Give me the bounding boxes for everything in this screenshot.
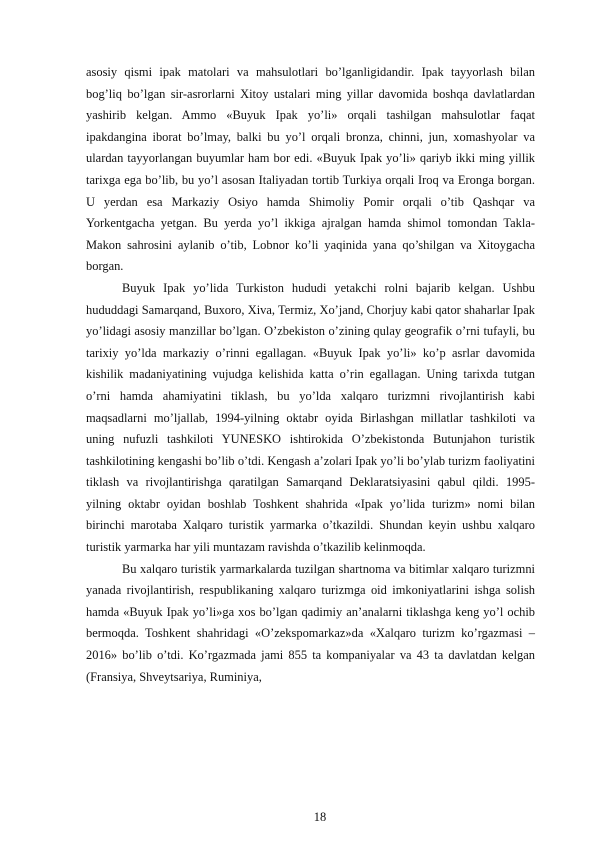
page-number: 18 [313, 810, 327, 824]
paragraph-3: Bu xalqaro turistik yarmarkalarda tuzilgan shartnoma va bitimlar xalqaro turizmni yanada rivojlantirish, respublikaning xalqaro turizmga oid imkoniyatlarini ishga solish hamda «Buyuk Ipak yo’li»ga xos bo’lgan qadimiy an’analarni tiklashga keng yo’l ochib bermoqda. Toshkent shahridagi «O’zekspomarkaz»da «Xalqaro turizm ko’rgazmasi – 2016» bo’lib o’tdi. Ko’rgazmada jami 855 ta kompaniyalar va 43 ta davlatdan kelgan (Fransiya, Shveytsariya, Ruminiya, [86, 561, 535, 684]
body-text [86, 62, 535, 688]
paragraph-1: asosiy qismi ipak matolari va mahsulotlari bo’lganligidandir. Ipak tayyorlash bilan bog’liq bo’lgan sir-asrorlarni Xitoy ustalari ming yillar davomida boshqa davlatlardan yashirib kelgan. Ammo «Buyuk Ipak yo’li» orqali tashilgan mahsulotlar faqat ipakdangina iborat bo’lmay, balki bu yo’l orqali bronza, chinni, jun, xomashyolar va ulardan tayyorlangan buyumlar ham bor edi. «Buyuk Ipak yo’li» qariyb ikki ming yillik tarixga ega bo’lib, bu yo’l asosan Italiyadan tortib Turkiya orqali Iroq va Eronga borgan. U yerdan esa Markaziy Osiyo hamda Shimoliy Pomir orqali o’tib Qashqar va Yorkentgacha yetgan. Bu yerda yo’l ikkiga ajralgan hamda shimol tomondan Takla-Makon sahrosini aylanib o’tib, Lobnor ko’li yaqinida yana qo’shilgan va Xitoygacha borgan. [86, 65, 535, 274]
paragraph-2: Buyuk Ipak yo’lida Turkiston hududi yetakchi rolni bajarib kelgan. Ushbu hududdagi Samarqand, Buxoro, Xiva, Termiz, Xo’jand, Chorjuy kabi qator shaharlar Ipak yo’lidagi asosiy manzillar bo’lgan. O’zbekiston o’zining qulay geografik o’rni tufayli, bu tarixiy yo’lda markaziy o’rinni egallagan. «Buyuk Ipak yo’li» ko’p asrlar davomida kishilik madaniyatining vujudga kelishida katta o’rin egallagan. Uning tarixda tutgan o’rni hamda ahamiyatini tiklash, bu yo’lda xalqaro turizmni rivojlantirish kabi maqsadlarni mo’ljallab, 1994-yilning oktabr oyida Birlashgan millatlar tashkiloti va uning nufuzli tashkiloti YUNESKO ishtirokida O’zbekistonda Butunjahon turistik tashkilotining kengashi bo’lib o’tdi. Kengash a’zolari Ipak yo’li bo’ylab turizm faoliyatini tiklash va rivojlantirishga qaratilgan Samarqand Deklaratsiyasini qabul qildi. 1995-yilning oktabr oyidan boshlab Toshkent shahrida «Ipak yo’lida turizm» nomi bilan birinchi marotaba Xalqaro turistik yarmarka o’tkazildi. Shundan keyin ushbu xalqaro turistik yarmarka har yili muntazam ravishda o’tkazilib kelinmoqda. [86, 280, 535, 555]
